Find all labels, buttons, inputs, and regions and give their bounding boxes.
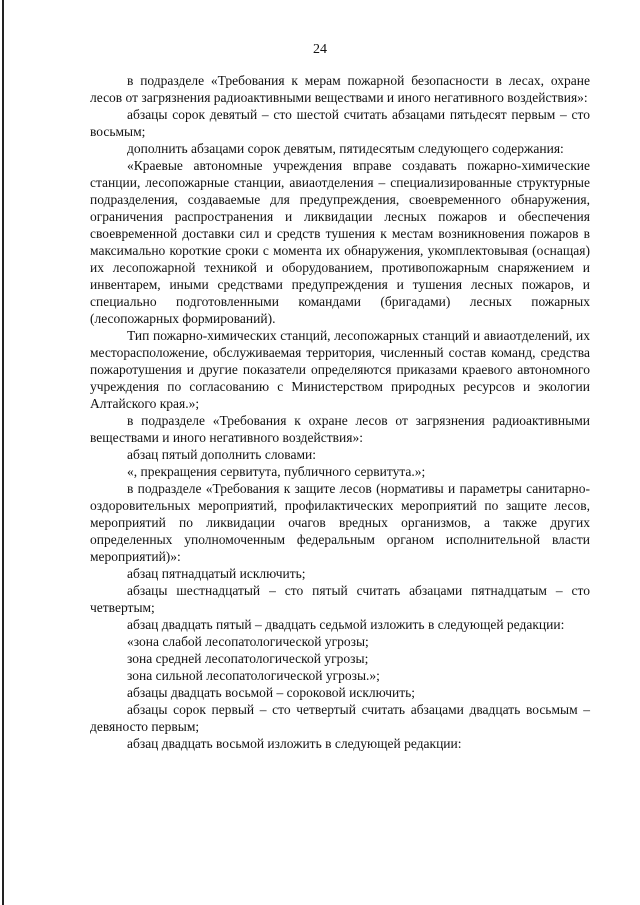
paragraph: абзацы сорок девятый – сто шестой считать абзацами пятьдесят первым – сто восьмым; bbox=[90, 107, 590, 139]
paragraph: в подразделе «Требования к защите лесов (нормативы и параметры санитарно-оздоровительных мероприятий, профилактических мероприятий по защите лесов, мероприятий по ликвидации очагов вредных организмов, а также других определенных уполномоченным федеральным органом исполнительной власти мероприятий)»: bbox=[90, 481, 590, 564]
paragraph: «Краевые автономные учреждения вправе создавать пожарно-химические станции, лесопожарные станции, авиаотделения – специализированные структурные подразделения, создаваемые для предупреждения, своевременного обнаружения, ограничения распространения и ликвидации лесных пожаров и обеспечения своевременной доставки сил и средств тушения к местам возникновения пожаров в максимально короткие сроки с момента их обнаружения, укомплектовывая (оснащая) их лесопожарной техникой и оборудованием, противопожарным снаряжением и инвентарем, иными средствами предупреждения и тушения лесных пожаров, и специально подготовленными командами (бригадами) лесных пожарных (лесопожарных формирований). bbox=[90, 158, 590, 326]
paragraph: дополнить абзацами сорок девятым, пятидесятым следующего содержания: bbox=[127, 141, 564, 156]
paragraph: «, прекращения сервитута, публичного сервитута.»; bbox=[127, 464, 426, 479]
paragraph: зона средней лесопатологической угрозы; bbox=[127, 651, 369, 666]
paragraph: абзац пятый дополнить словами: bbox=[127, 447, 317, 462]
paragraph: в подразделе «Требования к охране лесов от загрязнения радиоактивными веществами и иного негативного воздействия»: bbox=[90, 413, 590, 445]
paragraph: абзацы сорок первый – сто четвертый считать абзацами двадцать восьмым – девяносто первым; bbox=[90, 702, 590, 734]
paragraph: абзацы шестнадцатый – сто пятый считать абзацами пятнадцатым – сто четвертым; bbox=[90, 583, 590, 615]
paragraph: Тип пожарно-химических станций, лесопожарных станций и авиаотделений, их месторасположение, обслуживаемая территория, численный состав команд, средства пожаротушения и другие показатели определяются приказами краевого автономного учреждения по согласованию с Министерством природных ресурсов и экологии Алтайского края.»; bbox=[90, 328, 590, 411]
paragraph: абзацы двадцать восьмой – сороковой исключить; bbox=[127, 685, 416, 700]
paragraph: абзац пятнадцатый исключить; bbox=[127, 566, 306, 581]
paragraph: зона сильной лесопатологической угрозы.»; bbox=[127, 668, 380, 683]
paragraph: абзац двадцать пятый – двадцать седьмой изложить в следующей редакции: bbox=[127, 617, 565, 632]
paragraph: абзац двадцать восьмой изложить в следующей редакции: bbox=[127, 736, 462, 751]
left-margin-rule bbox=[2, 0, 4, 905]
paragraph: в подразделе «Требования к мерам пожарной безопасности в лесах, охране лесов от загрязнения радиоактивными веществами и иного негативного воздействия»: bbox=[90, 73, 590, 105]
page-number: 24 bbox=[313, 42, 327, 57]
paragraph: «зона слабой лесопатологической угрозы; bbox=[127, 634, 369, 649]
document-body bbox=[90, 72, 590, 752]
